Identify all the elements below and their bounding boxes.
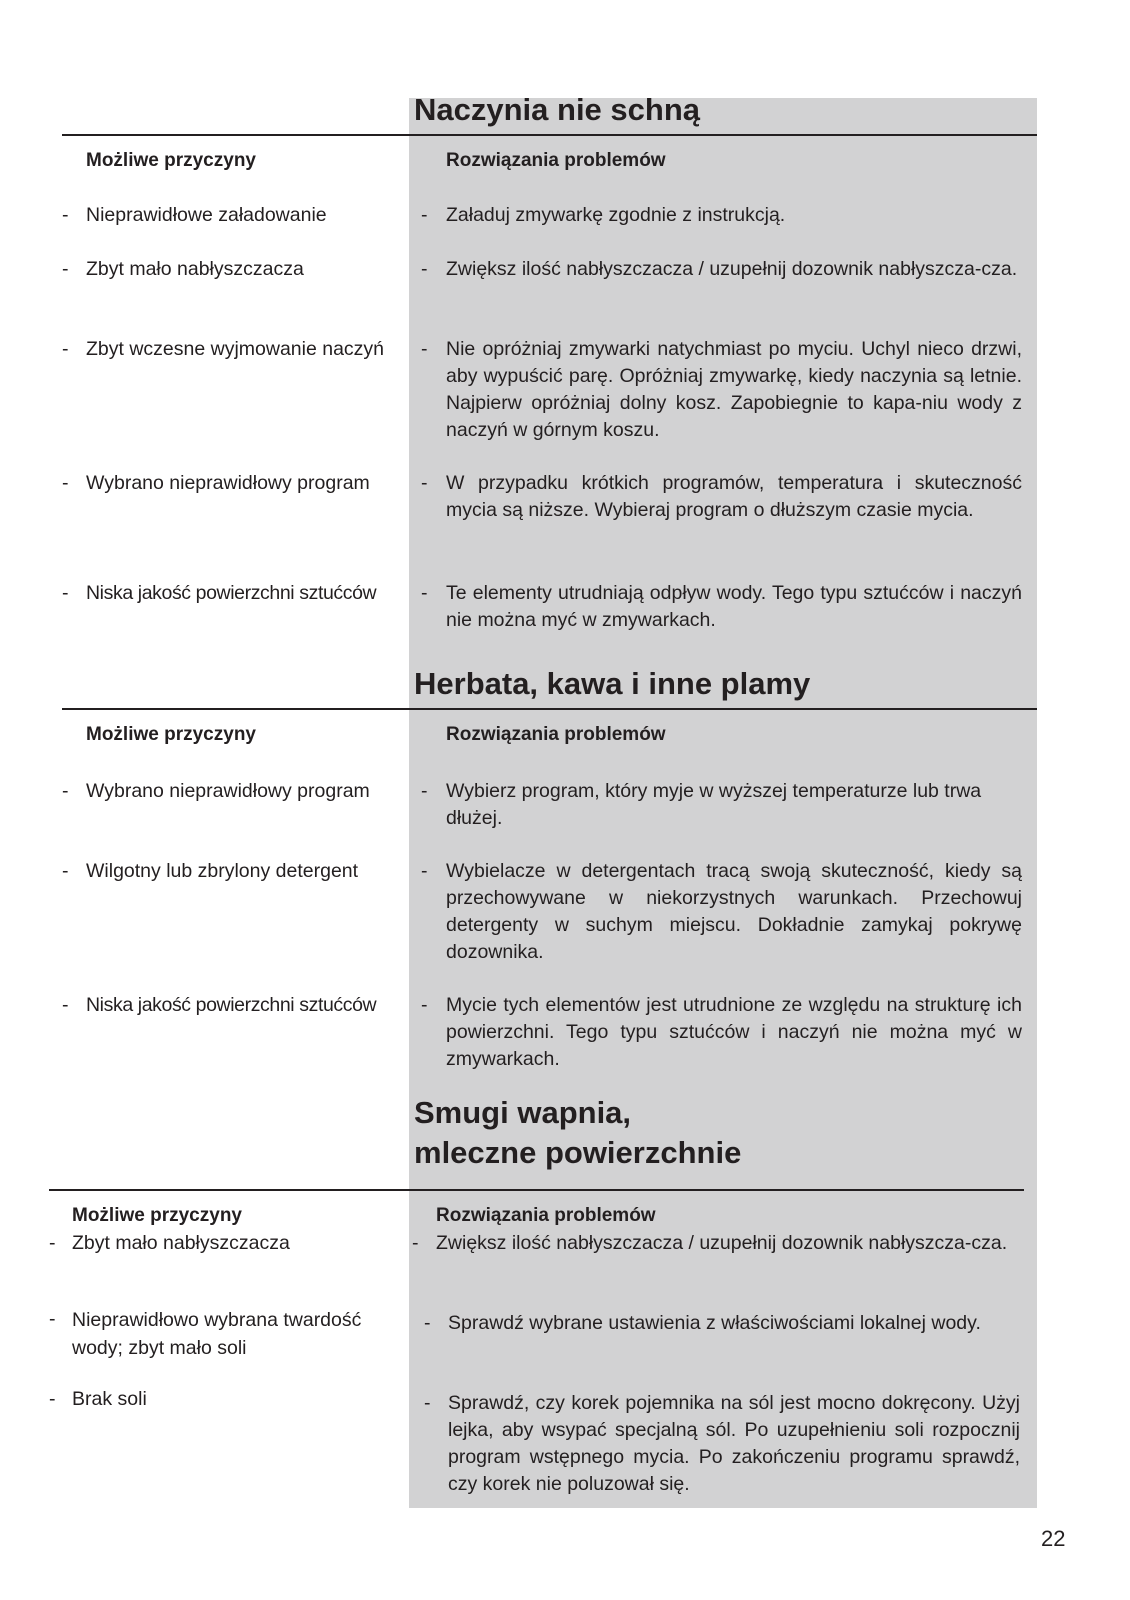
section-title-line-1: Smugi wapnia, xyxy=(414,1095,632,1130)
bullet-dash: - xyxy=(49,1232,56,1254)
causes-header: Możliwe przyczyny xyxy=(86,724,256,745)
solution-text: Zwiększ ilość nabłyszczacza / uzupełnij dozownik nabłyszcza-cza. xyxy=(446,258,1018,280)
solution-text: Nie opróżniaj zmywarki natychmiast po myciu. Uchyl nieco drzwi, aby wypuścić parę. Opróżniaj zmywarkę, kiedy naczynia są letnie. Najpierw opróżniaj dolny kosz. Zapobiegnie to kapa-niu wody z naczyń w górnym koszu. xyxy=(446,338,1022,441)
bullet-dash: - xyxy=(62,582,69,604)
bullet-dash: - xyxy=(424,1312,431,1334)
bullet-dash: - xyxy=(421,204,428,226)
solution-text: Sprawdź wybrane ustawienia z właściwościami lokalnej wody. xyxy=(448,1312,981,1334)
solutions-header: Rozwiązania problemów xyxy=(436,1205,656,1226)
cause-text: Wybrano nieprawidłowy program xyxy=(86,472,370,494)
cause-text: Zbyt mało nabłyszczacza xyxy=(72,1232,290,1254)
cause-text: Zbyt wczesne wyjmowanie naczyń xyxy=(86,338,385,360)
bullet-dash: - xyxy=(412,1232,419,1254)
solutions-header: Rozwiązania problemów xyxy=(446,150,666,171)
bullet-dash: - xyxy=(49,1388,56,1410)
cause-text: Wilgotny lub zbrylony detergent xyxy=(86,860,359,882)
page-number: 22 xyxy=(1041,1526,1066,1551)
bullet-dash: - xyxy=(424,1392,431,1414)
solutions-header: Rozwiązania problemów xyxy=(446,724,666,745)
cause-text: Niska jakość powierzchni sztućców xyxy=(86,994,377,1016)
bullet-dash: - xyxy=(62,472,69,494)
section-title-line-2: mleczne powierzchnie xyxy=(414,1135,742,1170)
bullet-dash: - xyxy=(62,338,69,360)
causes-header: Możliwe przyczyny xyxy=(86,150,256,171)
bullet-dash: - xyxy=(62,994,69,1016)
bullet-dash: - xyxy=(62,258,69,280)
section-title: Naczynia nie schną xyxy=(414,92,701,127)
bullet-dash: - xyxy=(421,780,428,802)
bullet-dash: - xyxy=(62,860,69,882)
cause-text: Niska jakość powierzchni sztućców xyxy=(86,582,377,604)
cause-text: Nieprawidłowe załadowanie xyxy=(86,204,327,226)
solution-text: Mycie tych elementów jest utrudnione ze względu na strukturę ich powierzchni. Tego typu sztućców i naczyń nie można myć w zmywarkach. xyxy=(446,994,1022,1070)
section-divider xyxy=(62,134,1037,136)
solution-text: Te elementy utrudniają odpływ wody. Tego typu sztućców i naczyń nie można myć w zmywarkach. xyxy=(446,582,1022,631)
solution-text: Wybielacze w detergentach tracą swoją skuteczność, kiedy są przechowywane w niekorzystnych warunkach. Przechowuj detergenty w suchym miejscu. Dokładnie zamykaj pokrywę dozownika. xyxy=(446,860,1022,963)
solution-text: Wybierz program, który myje w wyższej temperaturze lub trwa dłużej. xyxy=(446,780,982,829)
bullet-dash: - xyxy=(62,204,69,226)
bullet-dash: - xyxy=(421,860,428,882)
section-title: Herbata, kawa i inne plamy xyxy=(414,666,811,701)
solution-text: Sprawdź, czy korek pojemnika na sól jest mocno dokręcony. Użyj lejka, aby wsypać specjalną sól. Po uzupełnieniu soli rozpocznij program wstępnego mycia. Po zakończeniu programu sprawdź, czy korek nie poluzował się. xyxy=(448,1392,1020,1495)
section-divider xyxy=(49,1189,1024,1191)
bullet-dash: - xyxy=(49,1308,56,1330)
cause-text: Nieprawidłowo wybrana twardość wody; zbyt mało soli xyxy=(72,1309,362,1359)
bullet-dash: - xyxy=(62,780,69,802)
bullet-dash: - xyxy=(421,994,428,1016)
cause-text: Brak soli xyxy=(72,1388,147,1410)
bullet-dash: - xyxy=(421,338,428,360)
cause-text: Zbyt mało nabłyszczacza xyxy=(86,258,304,280)
causes-header: Możliwe przyczyny xyxy=(72,1205,242,1226)
solution-text: W przypadku krótkich programów, temperatura i skuteczność mycia są niższe. Wybieraj program o dłuższym czasie mycia. xyxy=(446,472,1022,521)
bullet-dash: - xyxy=(421,472,428,494)
cause-text: Wybrano nieprawidłowy program xyxy=(86,780,370,802)
solution-text: Załaduj zmywarkę zgodnie z instrukcją. xyxy=(446,204,786,226)
section-divider xyxy=(62,708,1037,710)
solution-text: Zwiększ ilość nabłyszczacza / uzupełnij dozownik nabłyszcza-cza. xyxy=(436,1232,1008,1254)
bullet-dash: - xyxy=(421,258,428,280)
bullet-dash: - xyxy=(421,582,428,604)
